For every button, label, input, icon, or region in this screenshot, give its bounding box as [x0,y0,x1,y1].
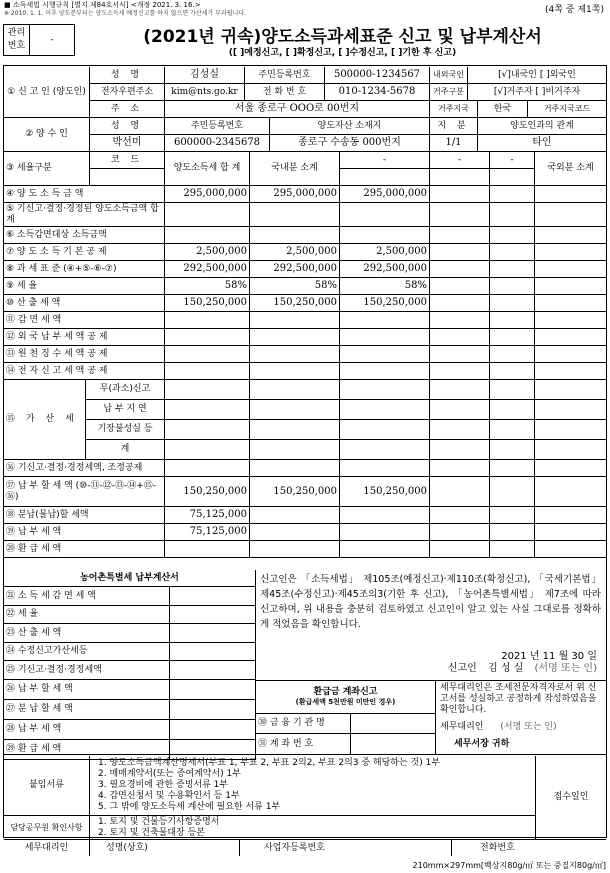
amount-cell[interactable] [250,329,340,346]
amount-cell[interactable] [340,227,430,244]
bottom-phone-label: 전화번호 [480,842,515,853]
amount-cell[interactable] [340,363,430,380]
agent-sign-line [440,722,602,733]
reporter-nationality-label: 내외국인 [430,67,468,84]
amount-cell[interactable] [430,440,490,460]
amount-cell[interactable] [165,420,250,440]
tax-class-domestic-header: 국내분 소계 [250,152,340,186]
amount-cell[interactable] [490,329,535,346]
agent-text: 세무대리인은 조세전문자격자로서 위 신고서를 성실하고 공정하게 작성하였음을 확인합니다. [440,683,597,715]
amount-cell[interactable] [490,346,535,363]
management-number-value[interactable]: - [50,35,54,45]
amount-cell[interactable] [165,400,250,420]
management-number-box [3,24,75,56]
transferee-location-label: 양도자산 소재지 [270,118,430,135]
tax-class-total-header: 양도소득세 합 계 [165,152,250,186]
agent-office: 세무서장 귀하 [454,739,510,749]
fee-stamp-label: 접수일인 [536,756,606,840]
amount-cell[interactable] [250,460,340,477]
reporter-name[interactable]: 김성실 [165,67,245,84]
amount-cell[interactable] [430,400,490,420]
amount-cell[interactable] [535,312,606,329]
reporter-section-label: ① 신 고 인 (양도인) [4,67,90,118]
agent-label: 세무대리인 [440,722,484,732]
reporter-region-value[interactable]: 한국 [478,101,528,118]
amount-row-label: ⑫ 외 국 납 부 세 액 공 제 [4,329,165,346]
amount-cell[interactable] [430,346,490,363]
declaration-sign [256,651,605,675]
amount-cell[interactable] [340,380,430,400]
amount-cell[interactable] [340,420,430,440]
refund-subtitle: (환급세액 5천만원 미만인 경우) [295,697,396,706]
amount-cell[interactable] [490,524,535,541]
amount-cell[interactable] [430,541,490,558]
rural-amount-cell[interactable] [170,606,256,625]
transferee-rrn-label: 주민등록번호 [165,118,270,135]
amount-cell[interactable] [490,477,535,507]
amount-cell[interactable] [490,227,535,244]
amount-cell[interactable] [490,460,535,477]
attach-list [90,756,536,816]
penalty-section-label: ⑮ 가 산 세 [4,380,86,460]
amount-cell[interactable]: 2,500,000 [340,244,430,261]
transferee-name-label: 성 명 [90,118,165,135]
reporter-region-code-label: 거주지국코드 [528,101,606,118]
amount-cell[interactable] [535,541,606,558]
amount-cell[interactable] [165,380,250,400]
amount-cell[interactable] [535,186,606,203]
amount-cell[interactable] [535,380,606,400]
tax-class-col3-header: - [340,152,430,169]
amount-cell[interactable] [430,507,490,524]
amount-cell[interactable] [430,420,490,440]
bottom-agent-label: 세무대리인 [4,840,90,856]
amount-cell[interactable] [490,244,535,261]
amount-cell[interactable]: 150,250,000 [165,477,250,507]
transferee-name[interactable]: 박선미 [90,135,165,152]
officer-item: 2. 토지 및 건축물대장 등본 [98,828,205,838]
amount-cell[interactable] [430,203,490,227]
rural-amount-cell[interactable] [170,587,256,606]
amount-cell[interactable] [490,186,535,203]
amount-cell[interactable] [165,440,250,460]
amount-cell[interactable] [250,400,340,420]
amount-cell[interactable] [430,460,490,477]
reporter-residency-value[interactable]: [√]거주자 [ ]비거주자 [468,84,606,101]
refund-account-field[interactable] [351,734,436,754]
amount-cell[interactable] [340,312,430,329]
amount-cell[interactable]: 75,125,000 [165,524,250,541]
rural-row-label: ㉗ 분 납 할 세 액 [4,700,170,720]
penalty-item-label: 계 [86,440,165,460]
amount-cell[interactable] [535,363,606,380]
amount-row-label: ⑪ 감 면 세 액 [4,312,165,329]
reporter-rrn-label: 주민등록번호 [245,67,325,84]
bottom-bizno-label: 사업자등록번호 [240,840,452,856]
amount-cell[interactable]: 295,000,000 [340,186,430,203]
tax-class-col3-blank [340,169,430,186]
amount-row-label: ⑭ 전 자 신 고 세 액 공 제 [4,363,165,380]
amount-cell[interactable] [430,312,490,329]
agent-sign-note: (서명 또는 인) [500,722,557,732]
amount-cell[interactable] [490,261,535,278]
rural-amount-cell[interactable] [170,624,256,643]
amount-row-label: ⑰ 납 부 할 세 액 (⑩-⑪-⑫-⑬-⑭+⑮-⑯) [4,477,165,507]
rural-row-label: ㉖ 납 부 할 세 액 [4,680,170,700]
amount-cell[interactable] [535,244,606,261]
declaration-signer[interactable]: 김 성 실 [488,663,524,674]
amount-cell[interactable] [340,329,430,346]
rural-row-label: ㉓ 산 출 세 액 [4,624,170,643]
amount-row-label: ⑩ 산 출 세 액 [4,295,165,312]
rural-amount-cell[interactable] [170,720,256,740]
rural-row-label: ㉒ 세 율 [4,606,170,625]
amount-cell[interactable] [490,420,535,440]
amount-cell[interactable] [430,278,490,295]
amount-row-label: ④ 양 도 소 득 금 액 [4,186,165,203]
amount-cell[interactable] [490,278,535,295]
amount-row-label: ⑯ 기신고·결정·경정세액, 조정공제 [4,460,165,477]
amount-cell[interactable] [535,227,606,244]
amount-cell[interactable] [490,380,535,400]
amount-cell[interactable] [430,261,490,278]
amount-cell[interactable]: 150,250,000 [250,477,340,507]
amount-cell[interactable] [165,227,250,244]
officer-check-label: 담당공무원 확인사항 [4,816,90,840]
amount-row-label: ⑥ 소득감면대상 소득금액 [4,227,165,244]
tax-class-col5-blank [490,169,535,186]
amount-cell[interactable] [430,244,490,261]
amount-cell[interactable] [250,312,340,329]
tax-class-label: ③ 세율구분 [4,152,90,186]
amount-cell[interactable]: 295,000,000 [165,186,250,203]
tax-class-code-label: 코 드 [90,152,165,169]
reporter-residency-label: 거주구분 [430,84,468,101]
amount-cell[interactable] [250,203,340,227]
page-number: (4쪽 중 제1쪽) [545,5,604,15]
form-title: (2021년 귀속)양도소득과세표준 신고 및 납부계산서 [143,27,542,47]
amount-row-label: ⑦ 양 도 소 득 기 본 공 제 [4,244,165,261]
penalty-item-label: 납 부 지 연 [86,400,165,420]
amount-cell[interactable] [430,524,490,541]
amount-cell[interactable] [535,329,606,346]
amount-cell[interactable] [490,203,535,227]
rural-amount-cell[interactable] [170,661,256,680]
amount-cell[interactable]: 75,125,000 [165,507,250,524]
reporter-email-label: 전자우편주소 [90,84,165,101]
amount-row-label: ⑧ 과 세 표 준 (④+⑤-⑥-⑦) [4,261,165,278]
amount-cell[interactable] [250,440,340,460]
amount-cell[interactable]: 150,250,000 [340,295,430,312]
reporter-name-label: 성 명 [90,67,165,84]
amount-cell[interactable] [340,346,430,363]
reporter-phone-label: 전 화 번 호 [245,84,325,101]
transferee-share-label: 지 분 [430,118,478,135]
penalty-item-label: 기장불성실 등 [86,420,165,440]
agent-box [436,680,606,754]
tax-class-col4-header: - [430,152,490,169]
amount-cell[interactable]: 292,500,000 [165,261,250,278]
amount-cell[interactable] [165,363,250,380]
amount-row-label: ⑤ 기신고·결정·경정된 양도소득금액 합계 [4,203,165,227]
amount-cell[interactable] [250,227,340,244]
amount-cell[interactable] [340,400,430,420]
rural-row-label: ㉘ 납 부 세 액 [4,720,170,740]
amount-cell[interactable] [535,278,606,295]
amount-cell[interactable] [250,507,340,524]
amount-row-label: ⑲ 납 부 세 액 [4,524,165,541]
tax-class-col4-blank [430,169,490,186]
reporter-rrn[interactable]: 500000-1234567 [325,67,430,84]
amount-cell[interactable] [165,203,250,227]
transferee-relation-label: 양도인과의 관계 [478,118,606,135]
transferee-share[interactable]: 1/1 [430,135,478,152]
amount-cell[interactable] [535,295,606,312]
tax-class-col5-header: - [490,152,535,169]
paper-spec: 210mm×297mm[백상지80g/㎡ 또는 중질지80g/㎡] [412,861,606,870]
transferee-relation[interactable]: 타인 [478,135,606,152]
amount-cell[interactable] [490,363,535,380]
amount-cell[interactable]: 58% [250,278,340,295]
amount-cell[interactable] [430,227,490,244]
officer-check-list [90,816,536,840]
amount-cell[interactable] [340,524,430,541]
transferee-location[interactable]: 종로구 수송동 000번지 [270,135,430,152]
declaration-date[interactable]: 2021 년 11 월 30 일 [501,651,597,662]
reporter-address[interactable]: 서울 종로구 OOO로 00번지 [165,101,430,118]
amount-cell[interactable] [430,363,490,380]
refund-title: 환급금 계좌신고 [313,687,378,698]
amount-cell[interactable] [490,507,535,524]
reporter-nationality-value[interactable]: [√]내국인 [ ]외국인 [468,67,606,84]
amount-cell[interactable] [250,541,340,558]
amount-cell[interactable]: 2,500,000 [250,244,340,261]
reporter-phone[interactable]: 010-1234-5678 [325,84,430,101]
amount-cell[interactable] [250,346,340,363]
amount-cell[interactable] [340,541,430,558]
rural-amount-cell[interactable] [170,700,256,720]
transferee-rrn[interactable]: 600000-2345678 [165,135,270,152]
amount-cell[interactable] [430,477,490,507]
amount-cell[interactable] [490,312,535,329]
rural-tax-title: 농어촌특별세 납부계산서 [4,570,256,587]
amount-cell[interactable] [535,440,606,460]
amount-row-label: ⑳ 환 급 세 액 [4,541,165,558]
amount-cell[interactable] [535,420,606,440]
refund-bank-label: ㉚ 금 융 기 관 명 [256,714,351,734]
attach-item: 4. 감면신청서 및 수용확인서 등 1부 [98,791,240,801]
transferee-section-label: ② 양 수 인 [4,118,90,152]
amount-cell[interactable] [490,440,535,460]
penalty-item-label: 무(과소)신고 [86,380,165,400]
rural-amount-cell[interactable] [170,740,256,760]
reporter-email[interactable]: kim@nts.go.kr [165,84,245,101]
rural-row-label: ㉙ 환 급 세 액 [4,740,170,760]
attach-item: 3. 필요경비에 관한 증빙서류 1부 [98,780,229,790]
management-number-label: 관리번호 [4,25,30,55]
rural-amount-cell[interactable] [170,643,256,662]
amount-cell[interactable] [535,507,606,524]
reporter-region-label: 거주지국 [430,101,478,118]
amount-cell[interactable] [165,312,250,329]
amount-cell[interactable] [535,524,606,541]
declaration-text: 신고인은 「소득세법」 제105조(예정신고)·제110조(확정신고), 「국세기본법」 제45조(수정신고)·제45조의3(기한 후 신고), 「농어촌특별세법」 제7조에 따라 신고하며, 위 내용을 충분히 검토하였고 신고인이 알고 있는 사실 그대로를 정확하게 적었음을 확인합니다. [260,574,601,630]
attach-item: 2. 매매계약서(또는 증여계약서) 1부 [98,769,241,779]
amount-cell[interactable] [430,186,490,203]
officer-item: 1. 토지 및 건물등기사항증명서 [98,817,220,827]
attach-item: 5. 그 밖에 양도소득세 계산에 필요한 서류 1부 [98,802,281,812]
amount-cell[interactable] [165,329,250,346]
refund-bank-field[interactable] [351,714,436,734]
amount-cell[interactable] [535,400,606,420]
bottom-name-label: 성명(상호) [90,840,240,856]
amount-cell[interactable] [340,203,430,227]
reporter-address-label: 주 소 [90,101,165,118]
amount-cell[interactable]: 58% [165,278,250,295]
amount-cell[interactable] [490,400,535,420]
amount-cell[interactable] [340,440,430,460]
amount-cell[interactable] [340,460,430,477]
amount-cell[interactable] [490,541,535,558]
amount-cell[interactable] [250,524,340,541]
form-subtitle[interactable]: ([ ]예정신고, [ ]확정신고, [ ]수정신고, [ ]기한 후 신고) [228,48,457,58]
amount-cell[interactable] [535,477,606,507]
amount-cell[interactable] [535,203,606,227]
amount-cell[interactable]: 295,000,000 [250,186,340,203]
amount-cell[interactable] [165,460,250,477]
amount-cell[interactable] [490,295,535,312]
attach-label: 붙임서류 [4,756,90,816]
amount-cell[interactable]: 150,250,000 [250,295,340,312]
form-note: ※ 2010. 1. 1. 이후 양도분부터는 양도소득세 예정신고를 하지 않으면 가산세가 부과됩니다. [4,10,247,17]
amount-cell[interactable]: 150,250,000 [165,295,250,312]
amount-cell[interactable] [165,346,250,363]
amount-cell[interactable]: 292,500,000 [250,261,340,278]
rural-row-label: ㉑ 소 득 세 감 면 세 액 [4,587,170,606]
declaration-sign-note: (서명 또는 인) [534,663,597,674]
amount-cell[interactable] [430,295,490,312]
declaration-signer-label: 신고인 [447,663,477,674]
tax-class-foreign-header: 국외분 소계 [535,152,606,186]
amount-cell[interactable] [340,507,430,524]
rural-row-label: ㉕ 기신고·결정·경정세액 [4,661,170,680]
amount-cell[interactable] [535,346,606,363]
rural-row-label: ㉔ 수정신고가산세등 [4,643,170,662]
form-reference: ■ 소득세법 시행규칙 [별지 제84호서식] <개정 2021. 3. 16.> [4,1,201,9]
attach-item: 1. 양도소득금액계산명세서(부표 1, 부표 2, 부표 2의2, 부표 2의3 중 해당하는 것) 1부 [98,758,441,768]
refund-title-cell [256,680,436,714]
rural-amount-cell[interactable] [170,680,256,700]
amount-cell[interactable]: 292,500,000 [340,261,430,278]
amount-cell[interactable]: 2,500,000 [165,244,250,261]
amount-cell[interactable] [535,460,606,477]
amount-cell[interactable] [430,380,490,400]
refund-account-label: ㉛ 계 좌 번 호 [256,734,351,754]
amount-cell[interactable] [250,363,340,380]
amount-cell[interactable] [250,420,340,440]
amount-row-label: ⑱ 분납(물납)할 세액 [4,507,165,524]
amount-cell[interactable] [430,329,490,346]
amount-cell[interactable] [535,261,606,278]
tax-class-code-blank [90,169,165,186]
amount-cell[interactable] [250,380,340,400]
amount-cell[interactable]: 150,250,000 [340,477,430,507]
amount-cell[interactable] [165,541,250,558]
amount-row-label: ⑨ 세 율 [4,278,165,295]
amount-row-label: ⑬ 원 천 징 수 세 액 공 제 [4,346,165,363]
amount-cell[interactable]: 58% [340,278,430,295]
